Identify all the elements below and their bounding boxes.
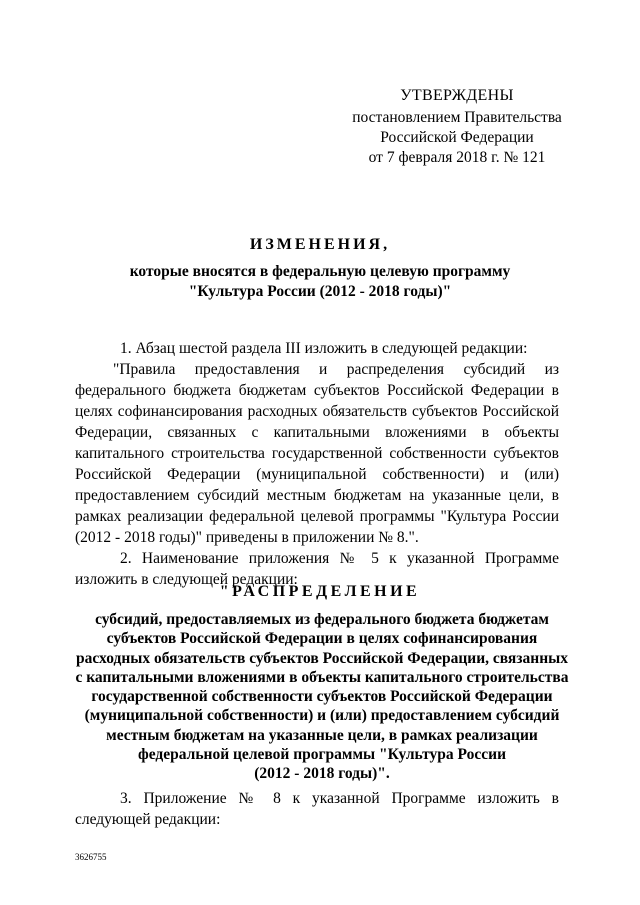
- approval-stamp: [332, 86, 582, 168]
- item-3-intro: 3. Приложение № 8 к указанной Программе изложить в следующей редакции:: [75, 790, 559, 828]
- distribution-title: "РАСПРЕДЕЛЕНИЕ: [219, 583, 421, 600]
- distribution-line: расходных обязательств субъектов Российской Федерации, связанных: [75, 649, 569, 667]
- approval-line-3: от 7 февраля 2018 г. № 121: [368, 149, 546, 166]
- approval-line-1: постановлением Правительства: [352, 109, 562, 126]
- document-number: 3626755: [75, 852, 107, 862]
- approval-line-2: Российской Федерации: [380, 129, 534, 146]
- document-title: ИЗМЕНЕНИЯ,: [249, 236, 391, 253]
- distribution-line: местным бюджетам на указанные цели, в рамках реализации: [106, 726, 538, 744]
- distribution-line: субсидий, предоставляемых из федерального бюджета бюджетам: [95, 611, 549, 628]
- item-3: [75, 788, 559, 830]
- subtitle-line-2: "Культура России (2012 - 2018 годы)": [188, 283, 452, 300]
- subtitle-line-1: которые вносятся в федеральную целевую программу: [129, 263, 511, 280]
- item-1-quote: "Правила предоставления и распределения субсидий из федерального бюджета бюджетам субъектов Российской Федерации в целях софинансирования расходных обязательств субъектов Российской Федерации, связанных с капитальными вложениями в объекты капитального строительства государственной собственности субъектов Российской Федерации (муниципальной собственности) и (или) предоставлением субсидий местным бюджетам на указанные цели, в рамках реализации федеральной целевой программы "Культура России (2012 - 2018 годы)" приведены в приложении № 8.".: [75, 361, 559, 546]
- distribution-line: (муниципальной собственности) и (или) предоставлением субсидий: [84, 707, 560, 725]
- distribution-line: федеральной целевой программы "Культура России: [138, 746, 506, 764]
- distribution-line: субъектов Российской Федерации в целях софинансирования: [106, 630, 538, 648]
- item-2-intro: 2. Наименование приложения № 5 к указанной Программе изложить в следующей редакции:: [75, 550, 559, 588]
- distribution-line: (2012 - 2018 годы)".: [254, 765, 390, 783]
- document-subtitle: [0, 262, 640, 302]
- distribution-subtitle: [72, 610, 572, 784]
- item-1-intro: 1. Абзац шестой раздела III изложить в следующей редакции:: [120, 340, 528, 357]
- items-1-2: [75, 338, 559, 590]
- distribution-line: с капитальными вложениями в объекты капитального строительства: [75, 668, 569, 686]
- approval-heading: УТВЕРЖДЕНЫ: [400, 87, 514, 104]
- distribution-line: государственной собственности субъектов Российской Федерации: [91, 688, 553, 706]
